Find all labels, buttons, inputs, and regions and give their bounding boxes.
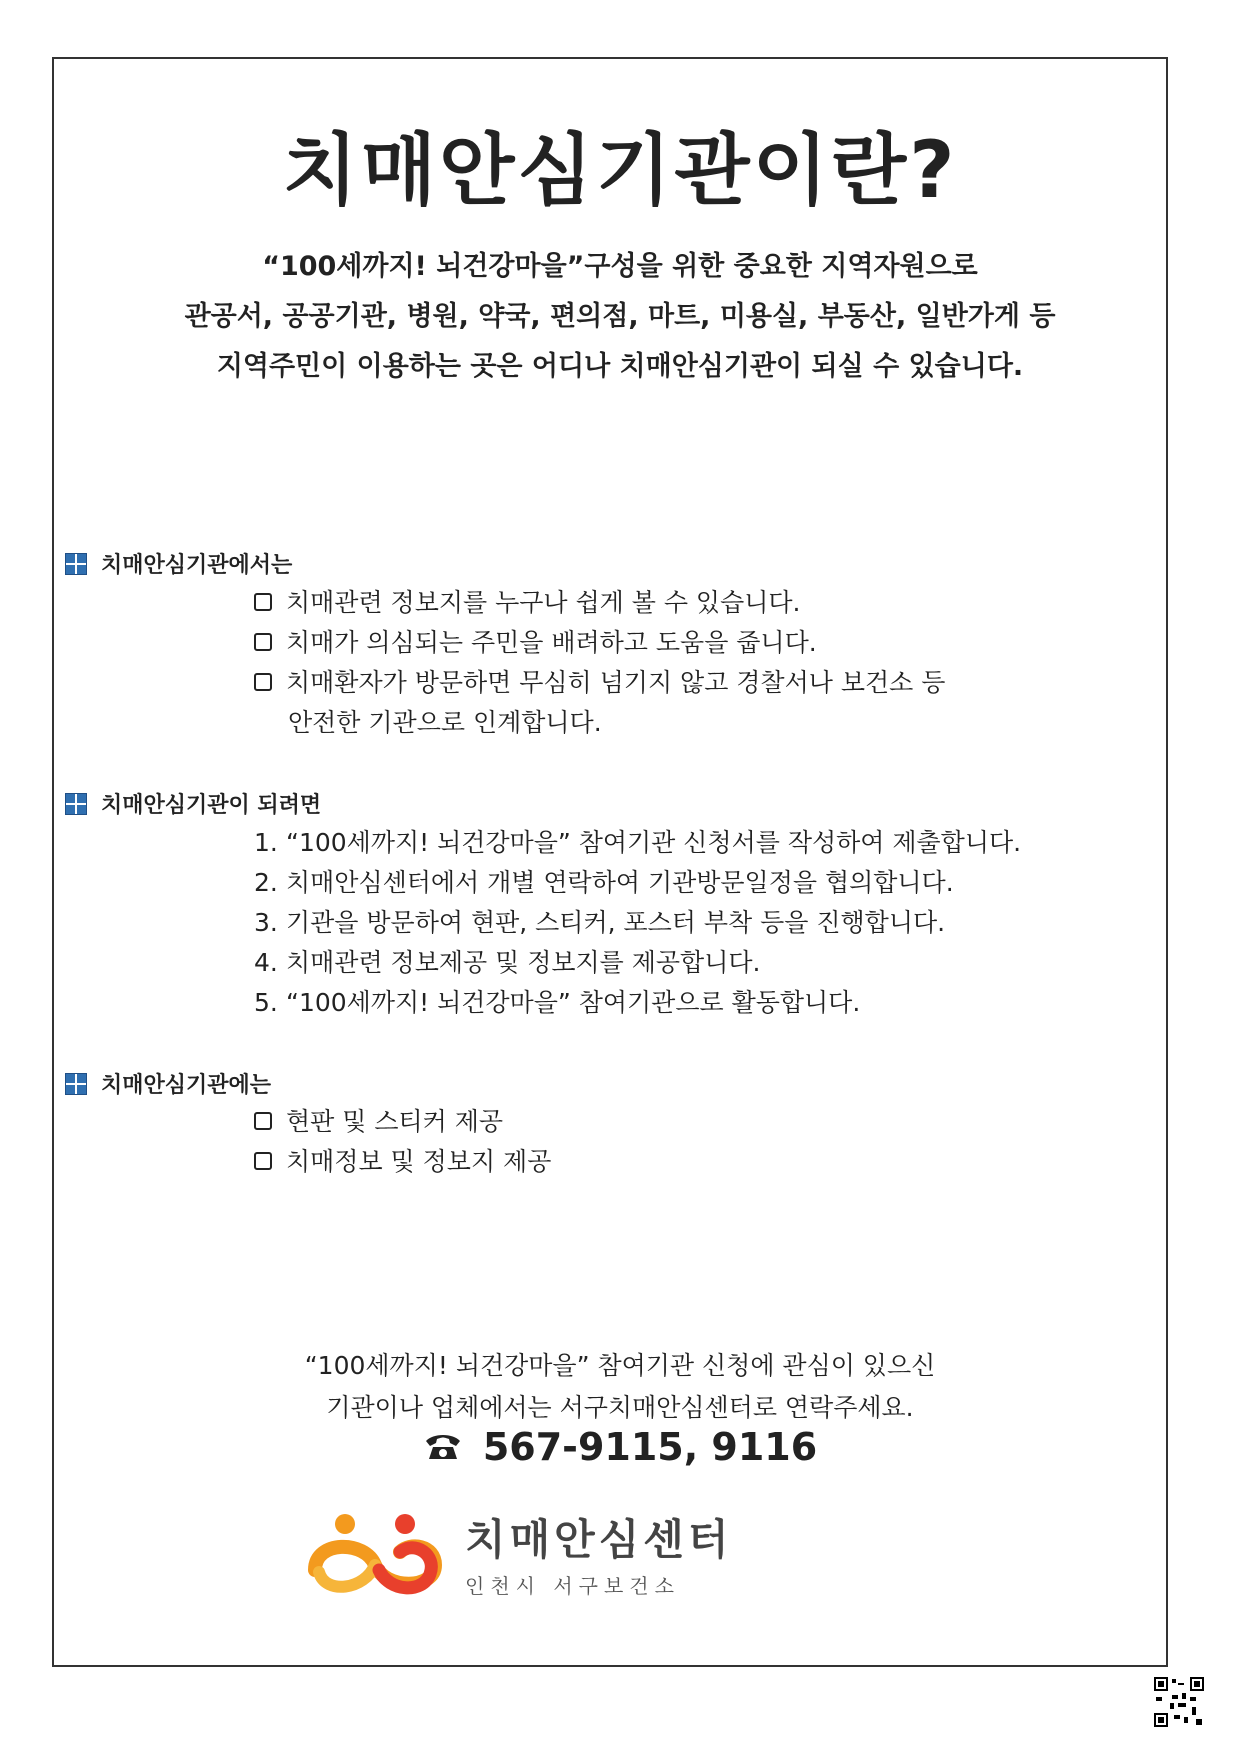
list-item [254, 1142, 551, 1182]
list-item-text: 치매환자가 방문하면 무심히 넘기지 않고 경찰서나 보건소 등 [286, 668, 946, 697]
step-text: 기관을 방문하여 현판, 스티커, 포스터 부착 등을 진행합니다. [286, 908, 946, 937]
window-grid-icon [65, 793, 87, 815]
center-logo [305, 1510, 732, 1605]
step-number: 2. [254, 868, 278, 897]
empty-checkbox-icon [254, 1152, 272, 1170]
window-grid-icon [65, 1073, 87, 1095]
list-item [254, 943, 1021, 983]
list-item-text: 치매가 의심되는 주민을 배려하고 도움을 줍니다. [286, 628, 817, 657]
phone-number [0, 1425, 1240, 1469]
list-item [254, 623, 945, 663]
step-text: “100세까지! 뇌건강마을” 참여기관으로 활동합니다. [286, 988, 861, 1017]
steps-list [254, 823, 1021, 1023]
empty-checkbox-icon [254, 673, 272, 691]
contact-line: 기관이나 업체에서는 서구치매안심센터로 연락주세요. [326, 1393, 914, 1422]
section-heading-label: 치매안심기관이 되려면 [101, 793, 322, 818]
benefit-list [254, 583, 945, 743]
logo-subtitle: 인천시 서구보건소 [465, 1574, 680, 1598]
step-number: 3. [254, 908, 278, 937]
list-item [254, 1102, 551, 1142]
empty-checkbox-icon [254, 593, 272, 611]
list-item-text: 치매관련 정보지를 누구나 쉽게 볼 수 있습니다. [286, 588, 801, 617]
list-item [254, 663, 945, 703]
list-item-text: 치매정보 및 정보지 제공 [286, 1147, 552, 1176]
list-item [254, 863, 1021, 903]
section-heading [65, 548, 292, 579]
section-heading [65, 788, 321, 819]
list-item [254, 983, 1021, 1023]
telephone-icon [423, 1432, 463, 1462]
window-grid-icon [65, 553, 87, 575]
step-number: 5. [254, 988, 278, 1017]
empty-checkbox-icon [254, 1112, 272, 1130]
contact-text [0, 1345, 1240, 1429]
phone-number-text: 567-9115, 9116 [482, 1425, 818, 1469]
list-item [254, 583, 945, 623]
intro-line: 관공서, 공공기관, 병원, 약국, 편의점, 마트, 미용실, 부동산, 일반가게 등 [184, 301, 1056, 332]
step-number: 4. [254, 948, 278, 977]
step-text: “100세까지! 뇌건강마을” 참여기관 신청서를 작성하여 제출합니다. [286, 828, 1022, 857]
intro-line: “100세까지! 뇌건강마을”구성을 위한 중요한 지역자원으로 [262, 251, 978, 282]
list-item [254, 903, 1021, 943]
step-text: 치매관련 정보제공 및 정보지를 제공합니다. [286, 948, 761, 977]
logo-name: 치매안심센터 [465, 1515, 733, 1564]
empty-checkbox-icon [254, 633, 272, 651]
list-item [254, 823, 1021, 863]
step-number: 1. [254, 828, 278, 857]
step-text: 치매안심센터에서 개별 연락하여 기관방문일정을 협의합니다. [286, 868, 954, 897]
list-item-text: 현판 및 스티커 제공 [286, 1107, 504, 1136]
list-item-continuation: 안전한 기관으로 인계합니다. [288, 708, 602, 737]
contact-line: “100세까지! 뇌건강마을” 참여기관 신청에 관심이 있으신 [304, 1351, 936, 1380]
two-people-embrace-logo [305, 1510, 445, 1605]
section-heading-label: 치매안심기관에는 [101, 1073, 272, 1098]
page-title: 치매안심기관이란? [282, 126, 958, 216]
intro-text [0, 242, 1240, 392]
section-heading [65, 1068, 271, 1099]
qr-code-icon [1154, 1677, 1204, 1727]
provided-list [254, 1102, 551, 1182]
section-heading-label: 치매안심기관에서는 [101, 553, 293, 578]
intro-line: 지역주민이 이용하는 곳은 어디나 치매안심기관이 되실 수 있습니다. [216, 351, 1024, 382]
